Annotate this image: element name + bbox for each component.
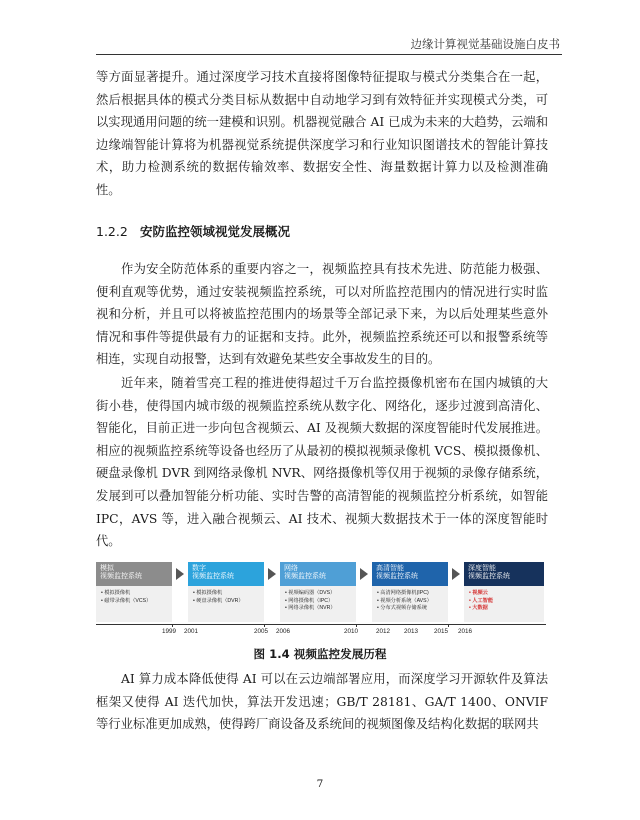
stage-item: • 模拟摄像机 (101, 590, 131, 596)
timeline-axis (96, 624, 546, 625)
figure-caption: 图 1.4 视频监控发展历程 (253, 647, 387, 661)
year-label: 1999 (162, 628, 177, 635)
stage-title: 高清智能 视频监控系统 (372, 562, 448, 586)
section-number: 1.2.2 (96, 224, 128, 239)
stage-items (280, 586, 356, 622)
stage-item: • 大数据 (469, 605, 488, 611)
year-label: 2010 (344, 628, 359, 635)
figure-timeline (96, 562, 546, 638)
page-number: 7 (316, 778, 324, 790)
stage-item: • 网络录像机（NVR） (285, 605, 336, 611)
stage-digital (188, 562, 264, 622)
stage-title: 网络 视频监控系统 (280, 562, 356, 586)
stage-analog (96, 562, 172, 622)
stage-item: • 分布式视频存储系统 (377, 605, 427, 611)
stage-items (372, 586, 448, 622)
stage-item: • 高清网络摄像机(IPC) (377, 590, 429, 596)
stage-item: • 人工智能 (469, 597, 494, 604)
year-label: 2006 (276, 628, 291, 635)
stage-item: • 网络摄像机（IPC） (285, 597, 334, 604)
header-title: 边缘计算视觉基础设施白皮书 (410, 37, 560, 51)
paragraph-2: 作为安全防范体系的重要内容之一，视频监控具有技术先进、防范能力极强、便利直观等优势，通过安装视频监控系统，可以对所监控范围内的情况进行实时监视和分析，并且可以将被监控范围内的场景等全部记录下来，为以后处理某些意外情况和事件等提供最有力的证据和支持。此外，视频监控系统还可以和报警系统等相连，实现自动报警，达到有效避免某些安全事故发生的目的。 (96, 262, 548, 367)
axis-tick (356, 624, 357, 627)
year-label: 2016 (458, 628, 473, 635)
stage-item: • 视频云 (469, 590, 488, 596)
stage-title: 深度智能 视频监控系统 (464, 562, 544, 586)
year-label: 2012 (376, 628, 391, 635)
year-label: 2015 (434, 628, 449, 635)
stage-title: 模拟 视频监控系统 (96, 562, 172, 586)
stage-items (188, 586, 264, 622)
stage-title: 数字 视频监控系统 (188, 562, 264, 586)
arrow-icon (176, 568, 184, 580)
arrow-icon (268, 568, 276, 580)
header-divider (96, 54, 562, 55)
stage-item: • 硬盘录像机（DVR） (193, 597, 244, 604)
year-label: 2001 (184, 628, 199, 635)
axis-tick (448, 624, 449, 627)
section-title: 安防监控领域视觉发展概况 (140, 224, 291, 239)
paragraph-4: AI 算力成本降低使得 AI 可以在云边端部署应用，而深度学习开源软件及算法框架又使得 AI 迭代加快，算法开发迅速；GB/T 28181、GA/T 1400、ONVIF 等行业标准更加成熟，使得跨厂商设备及系统间的视频图像及结构化数据的联网共 (96, 672, 548, 732)
stage-items (464, 586, 544, 622)
arrow-icon (452, 568, 460, 580)
arrow-icon (360, 568, 368, 580)
year-label: 2005 (254, 628, 269, 635)
stage-item: • 视频编码器（DVS） (285, 590, 336, 596)
axis-tick (172, 624, 173, 627)
stage-item: • 视频分析系统（AVS） (377, 597, 432, 604)
axis-tick (264, 624, 265, 627)
stage-item: • 磁带录像机（VCS） (101, 597, 152, 604)
section-heading (96, 222, 290, 240)
paragraph-1: 等方面显著提升。通过深度学习技术直接将图像特征提取与模式分类集合在一起，然后根据具体的模式分类目标从数据中自动地学习到有效特征并实现模式分类，可以实现通用问题的统一建模和识别。机器视觉融合 AI 已成为未来的大趋势，云端和边缘端智能计算将为机器视觉系统提供深度学习和行业知识图谱技术的智能计算技术，助力检测系统的数据传输效率、数据安全性、海量数据计算力以及检测准确性。 (96, 70, 548, 197)
year-label: 2013 (404, 628, 419, 635)
stage-hd-intelligent (372, 562, 448, 622)
stage-deep-intelligent (464, 562, 544, 622)
stage-network (280, 562, 356, 622)
stage-items (96, 586, 172, 622)
stage-item: • 模拟摄像机 (193, 590, 223, 596)
paragraph-3: 近年来，随着雪亮工程的推进使得超过千万台监控摄像机密布在国内城镇的大街小巷，使得国内城市级的视频监控系统从数字化、网络化，逐步过渡到高清化、智能化，目前正进一步向包含视频云、AI 及视频大数据的深度智能时代发展推进。相应的视频监控系统等设备也经历了从最初的模拟视频录像机 VCS、模拟摄像机、硬盘录像机 DVR 到网络录像机 NVR、网络摄像机等仅用于视频的录像存储系统，发展到可以叠加智能分析功能、实时告警的高清智能的视频监控分析系统，如智能 IPC，AVS 等，进入融合视频云、AI 技术、视频大数据技术于一体的深度智能时代。 (96, 376, 548, 549)
